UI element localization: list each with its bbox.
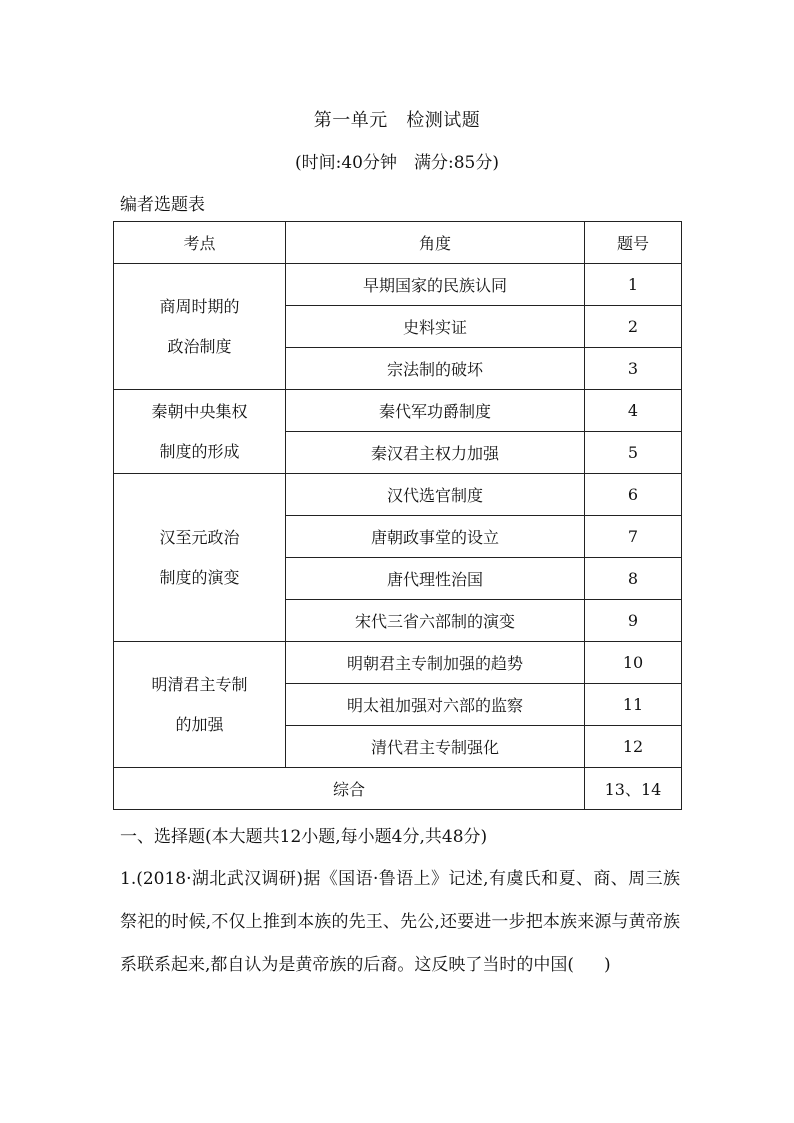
table-header-row: [114, 222, 682, 264]
angle-cell: 宗法制的破坏: [286, 348, 585, 390]
question-1: [120, 858, 680, 987]
topic-line: 商周时期的: [159, 296, 240, 316]
table-row: [114, 390, 682, 432]
angle-cell: 史料实证: [286, 306, 585, 348]
table-row: [114, 474, 682, 516]
header-topic: 考点: [114, 222, 286, 264]
topic-cell: [114, 264, 286, 390]
number-cell: 10: [585, 642, 682, 684]
number-cell: 9: [585, 600, 682, 642]
topic-line: 秦朝中央集权: [151, 401, 248, 421]
angle-cell: 汉代选官制度: [286, 474, 585, 516]
angle-cell: 唐代理性治国: [286, 558, 585, 600]
page-subtitle: (时间:40分钟 满分:85分): [295, 153, 499, 173]
angle-cell: 秦代军功爵制度: [286, 390, 585, 432]
number-cell: 4: [585, 390, 682, 432]
summary-number: 13、14: [585, 768, 682, 810]
angle-cell: 明太祖加强对六部的监察: [286, 684, 585, 726]
number-cell: 1: [585, 264, 682, 306]
number-cell: 8: [585, 558, 682, 600]
header-number: 题号: [585, 222, 682, 264]
table-row: [114, 642, 682, 684]
summary-label: 综合: [114, 768, 585, 810]
angle-cell: 宋代三省六部制的演变: [286, 600, 585, 642]
topic-line: 制度的形成: [159, 441, 240, 461]
number-cell: 11: [585, 684, 682, 726]
number-cell: 2: [585, 306, 682, 348]
table-row: [114, 264, 682, 306]
topic-line: 的加强: [175, 714, 224, 734]
angle-cell: 明朝君主专制加强的趋势: [286, 642, 585, 684]
topic-cell: [114, 390, 286, 474]
number-cell: 12: [585, 726, 682, 768]
topic-line: 明清君主专制: [151, 674, 248, 694]
angle-cell: 唐朝政事堂的设立: [286, 516, 585, 558]
topic-cell: [114, 474, 286, 642]
question-1-text: 1.(2018·湖北武汉调研)据《国语·鲁语上》记述,有虞氏和夏、商、周三族祭祀的时候,不仅上推到本族的先王、先公,还要进一步把本族来源与黄帝族系联系起来,都自认为是黄帝族的后裔。这反映了当时的中国(: [120, 869, 680, 975]
angle-cell: 秦汉君主权力加强: [286, 432, 585, 474]
page-title: 第一单元 检测试题: [313, 110, 481, 131]
angle-cell: 早期国家的民族认同: [286, 264, 585, 306]
number-cell: 6: [585, 474, 682, 516]
summary-row: [114, 768, 682, 810]
topic-line: 制度的演变: [159, 567, 240, 587]
topic-line: 汉至元政治: [159, 527, 240, 547]
table-label: 编者选题表: [120, 195, 205, 215]
number-cell: 3: [585, 348, 682, 390]
header-angle: 角度: [286, 222, 585, 264]
angle-cell: 清代君主专制强化: [286, 726, 585, 768]
topic-line: 政治制度: [167, 336, 232, 356]
topic-cell: [114, 642, 286, 768]
number-cell: 5: [585, 432, 682, 474]
question-1-close-paren: ): [604, 955, 611, 975]
section-heading: 一、选择题(本大题共12小题,每小题4分,共48分): [120, 827, 488, 847]
number-cell: 7: [585, 516, 682, 558]
selection-table: [113, 221, 682, 810]
